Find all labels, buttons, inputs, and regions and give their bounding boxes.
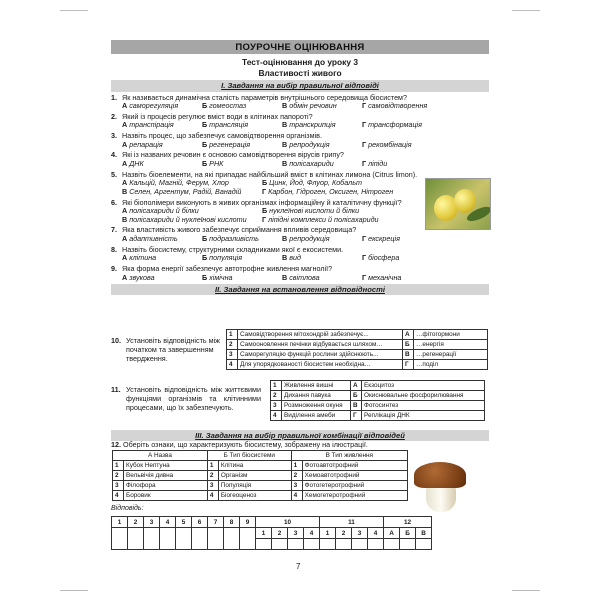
table-row <box>271 381 485 391</box>
question <box>111 246 489 263</box>
question-number: 4. <box>111 150 117 160</box>
worksheet-page <box>111 40 489 295</box>
option-letter: А <box>122 206 128 216</box>
answer-option[interactable] <box>202 141 282 150</box>
answer-subheader-row <box>112 528 432 539</box>
question-text: Назвіть біосистему, структурними складниками якої є екосистеми. <box>122 244 344 254</box>
answer-option[interactable] <box>122 274 202 283</box>
answer-subheader: 3 <box>352 528 368 539</box>
table-row <box>271 411 485 421</box>
row-text: …регенерації <box>414 350 488 360</box>
answer-cell[interactable] <box>352 539 368 550</box>
answer-option[interactable] <box>202 274 282 283</box>
option-letter: Г <box>362 120 367 130</box>
option-letter: Г <box>362 234 367 244</box>
option-text: рекомбінація <box>368 139 412 149</box>
option-letter: Б <box>202 101 208 111</box>
row-text: Хемоавтотрофний <box>302 471 407 481</box>
option-letter: В <box>282 234 288 244</box>
option-text: полісахариди <box>289 158 334 168</box>
row-index: Г <box>403 360 414 370</box>
row-index: В <box>351 401 362 411</box>
question-number: 8. <box>111 244 117 254</box>
question-number: 2. <box>111 111 117 121</box>
option-letter: Г <box>362 139 367 149</box>
option-letter: Б <box>202 139 208 149</box>
option-text: трансформація <box>368 120 422 130</box>
row-text: Боровик <box>124 491 208 501</box>
option-letter: А <box>122 139 128 149</box>
question-text: Яка форма енергії забезпечує автотрофне живлення магнолії? <box>122 264 333 274</box>
row-index: 1 <box>113 461 124 471</box>
row-index: А <box>351 381 362 391</box>
option-letter: Г <box>362 101 367 111</box>
answer-cell[interactable] <box>384 539 400 550</box>
answer-header-row <box>112 517 432 528</box>
question <box>111 171 423 197</box>
answer-option[interactable] <box>122 188 262 197</box>
row-index: 4 <box>207 491 218 501</box>
answer-grid[interactable] <box>111 516 432 550</box>
answer-option[interactable] <box>122 254 202 263</box>
option-letter: В <box>282 139 288 149</box>
answer-cell[interactable] <box>224 528 240 550</box>
test-subtitle: Властивості живого <box>258 67 342 78</box>
row-text: Дихання павука <box>282 391 351 401</box>
row-index: 3 <box>113 481 124 491</box>
answer-option[interactable] <box>122 216 262 225</box>
option-text: Цинк, Йод, Флуор, Кобальт <box>269 178 362 188</box>
row-text: Окиснювальне фосфорилювання <box>362 391 485 401</box>
answer-option[interactable] <box>362 235 442 244</box>
option-text: транспірація <box>129 120 174 130</box>
answer-subheader: 2 <box>336 528 352 539</box>
option-text: Кальцій, Магній, Ферум, Хлор <box>129 178 229 188</box>
table-row <box>113 491 408 501</box>
question-text: Оберіть ознаки, що характеризують біосистему, зображену на ілюстрації. <box>123 440 368 449</box>
answer-option[interactable] <box>262 216 402 225</box>
question-10 <box>111 336 221 363</box>
q11-match-table <box>270 380 485 421</box>
option-letter: Б <box>202 158 208 168</box>
option-letter: В <box>282 120 288 130</box>
option-text: Селен, Аргентум, Радій, Ванадій <box>129 186 242 196</box>
test-title <box>111 57 489 78</box>
row-text: Екзоцитоз <box>362 381 485 391</box>
test-title-line: Тест-оцінювання до уроку 3 <box>242 57 358 68</box>
question <box>111 151 489 168</box>
option-text: полісахариди й нуклеїнові кислоти <box>129 214 247 224</box>
option-letter: В <box>122 214 128 224</box>
option-text: репродукція <box>289 139 330 149</box>
option-text: механічна <box>368 272 402 282</box>
row-index: 4 <box>291 491 302 501</box>
option-text: хімічна <box>209 272 233 282</box>
row-text: Для упорядкованості біосистем необхідна… <box>238 360 403 370</box>
row-index: 1 <box>271 381 282 391</box>
answer-option[interactable] <box>122 141 202 150</box>
answer-column-header: 1 <box>112 517 128 528</box>
row-index: Б <box>403 340 414 350</box>
answer-cell[interactable] <box>368 539 384 550</box>
answer-column-header: 8 <box>224 517 240 528</box>
answer-option[interactable] <box>122 235 202 244</box>
option-text: клітина <box>129 253 157 263</box>
question-number: 3. <box>111 131 117 141</box>
answer-option[interactable] <box>122 121 202 130</box>
option-letter: Г <box>362 253 367 263</box>
question-number: 9. <box>111 264 117 274</box>
row-text: Виділення амеби <box>282 411 351 421</box>
crop-mark <box>512 590 540 591</box>
row-text: Організм <box>218 471 291 481</box>
option-text: регенерація <box>209 139 251 149</box>
option-text: нуклеїнові кислоти й білки <box>269 206 360 216</box>
row-index: 2 <box>227 340 238 350</box>
question-text: Яка властивість живого забезпечує сприймання впливів середовища? <box>122 225 357 235</box>
row-text: Саморегуляцію функцій рослини здійснюють... <box>238 350 403 360</box>
row-index: 1 <box>291 461 302 471</box>
question-11 <box>111 385 261 412</box>
question-number: 12. <box>111 440 121 449</box>
row-index: 1 <box>227 330 238 340</box>
row-text: Біогеоценоз <box>218 491 291 501</box>
question-text: Назвіть біоелементи, на які припадає найбільший вміст в клітинах лимона (Citrus limon). <box>122 169 418 179</box>
question <box>111 132 489 149</box>
row-text: Фотоавтотрофний <box>302 461 407 471</box>
answer-cell[interactable] <box>320 539 336 550</box>
option-letter: А <box>122 234 128 244</box>
row-index: В <box>403 350 414 360</box>
q12-options-table <box>112 450 408 501</box>
answer-column-header: 5 <box>176 517 192 528</box>
answer-subheader: В <box>416 528 432 539</box>
answer-cell[interactable] <box>208 528 224 550</box>
option-letter: В <box>122 186 128 196</box>
answer-option[interactable] <box>282 160 362 169</box>
option-letter: А <box>122 120 128 130</box>
answer-option[interactable] <box>262 188 402 197</box>
row-index: Б <box>351 391 362 401</box>
question-text: Назвіть процес, що забезпечує самовідтворення організмів. <box>122 131 322 141</box>
page-header: ПОУРОЧНЕ ОЦІНЮВАННЯ <box>111 40 489 54</box>
option-letter: В <box>282 158 288 168</box>
lemon-illustration <box>425 178 491 230</box>
answer-cell[interactable] <box>416 539 432 550</box>
option-letter: Б <box>262 178 268 188</box>
answer-column-header: 2 <box>128 517 144 528</box>
page-number: 7 <box>296 562 301 571</box>
option-letter: А <box>122 178 128 188</box>
answer-options <box>122 188 423 197</box>
option-text: ліпідні комплекси й полісахариди <box>268 214 379 224</box>
option-letter: Г <box>262 186 267 196</box>
answer-option[interactable] <box>202 102 282 111</box>
answer-option[interactable] <box>282 274 362 283</box>
option-letter: Б <box>202 234 208 244</box>
option-text: світлова <box>289 272 320 282</box>
row-text: Популяція <box>218 481 291 491</box>
option-letter: А <box>122 158 128 168</box>
row-text: Філофора <box>124 481 208 491</box>
question-number: 6. <box>111 197 117 207</box>
answer-column-header: 6 <box>192 517 208 528</box>
option-text: ліпіди <box>368 158 388 168</box>
row-index: 4 <box>271 411 282 421</box>
row-index: 3 <box>271 401 282 411</box>
answer-cell[interactable] <box>304 539 320 550</box>
option-text: подразливість <box>209 234 259 244</box>
option-text: трансляція <box>209 120 249 130</box>
answer-options <box>122 274 489 283</box>
option-letter: В <box>282 253 288 263</box>
option-letter: А <box>122 101 128 111</box>
answer-subheader: А <box>384 528 400 539</box>
answer-option[interactable] <box>362 160 442 169</box>
row-index: 2 <box>271 391 282 401</box>
option-text: Карбон, Гідроген, Оксиген, Нітроген <box>268 186 394 196</box>
question-number: 7. <box>111 225 117 235</box>
answer-cell[interactable] <box>128 528 144 550</box>
questions-1-4 <box>111 94 489 169</box>
option-text: гомеостаз <box>209 101 247 111</box>
row-text: Фотосинтез <box>362 401 485 411</box>
answer-cell[interactable] <box>192 528 208 550</box>
answer-column-header: 9 <box>240 517 256 528</box>
answer-column-header: 7 <box>208 517 224 528</box>
answer-subheader: 4 <box>368 528 384 539</box>
answers-label: Відповідь: <box>111 505 144 512</box>
option-letter: А <box>122 253 128 263</box>
question-text: Які із названих речовин є основою самовідтворення вірусів грипу? <box>122 150 344 160</box>
answer-cell[interactable] <box>256 539 272 550</box>
answer-cell[interactable] <box>160 528 176 550</box>
answer-subheader: 3 <box>288 528 304 539</box>
question <box>111 113 489 130</box>
column-header: А Назва <box>113 451 208 461</box>
answer-column-header: 4 <box>160 517 176 528</box>
table-row <box>113 481 408 491</box>
answer-options <box>122 121 489 130</box>
answer-option[interactable] <box>362 141 442 150</box>
option-letter: Г <box>262 214 267 224</box>
question <box>111 94 489 111</box>
answer-option[interactable] <box>362 102 442 111</box>
answer-option[interactable] <box>282 141 362 150</box>
answer-column-header: 3 <box>144 517 160 528</box>
row-index: 2 <box>291 471 302 481</box>
answer-subheader: 4 <box>304 528 320 539</box>
row-index: 1 <box>207 461 218 471</box>
row-index: 4 <box>113 491 124 501</box>
table-row <box>271 401 485 411</box>
option-text: репарація <box>129 139 163 149</box>
row-text: Кубок Нептуна <box>124 461 208 471</box>
answer-option[interactable] <box>362 254 442 263</box>
mushroom-illustration <box>412 462 470 512</box>
answer-options <box>122 102 489 111</box>
column-header: Б Тип біосистеми <box>207 451 291 461</box>
option-text: вид <box>289 253 301 263</box>
row-text: …поділ <box>414 360 488 370</box>
row-text: …фітогормони <box>414 330 488 340</box>
question-text: Які біополімери виконують в живих організмах інформаційну й каталітичну функції? <box>122 197 402 207</box>
option-text: репродукція <box>289 234 330 244</box>
question-12 <box>111 440 368 449</box>
answer-option[interactable] <box>282 121 362 130</box>
table-row <box>227 340 488 350</box>
row-text: …енергія <box>414 340 488 350</box>
option-text: обмін речовин <box>289 101 337 111</box>
section-1-heading: І. Завдання на вибір правильної відповіді <box>111 80 489 91</box>
question-number: 10. <box>111 336 121 345</box>
answer-option[interactable] <box>202 254 282 263</box>
question-number: 1. <box>111 92 117 102</box>
row-text: Самооновлення печінки відбувається шляхом… <box>238 340 403 350</box>
column-header: В Тип живлення <box>291 451 407 461</box>
table-row <box>113 471 408 481</box>
answer-option[interactable] <box>122 102 202 111</box>
option-letter: Б <box>262 206 268 216</box>
option-letter: Б <box>202 253 208 263</box>
answer-cell[interactable] <box>240 528 256 550</box>
answer-options <box>122 235 489 244</box>
row-index: 3 <box>207 481 218 491</box>
answer-subheader: 1 <box>256 528 272 539</box>
row-index: 3 <box>291 481 302 491</box>
crop-mark <box>512 10 540 11</box>
option-letter: Г <box>362 158 367 168</box>
crop-mark <box>60 590 88 591</box>
answer-options <box>122 160 489 169</box>
answer-cell[interactable] <box>176 528 192 550</box>
answer-options <box>122 141 489 150</box>
option-text: самовідтворення <box>368 101 428 111</box>
option-letter: Г <box>362 272 367 282</box>
option-letter: В <box>282 272 288 282</box>
table-row <box>227 350 488 360</box>
answer-option[interactable] <box>122 160 202 169</box>
row-text: Живлення вишні <box>282 381 351 391</box>
section-2-heading: ІІ. Завдання на встановлення відповідності <box>111 284 489 295</box>
questions-7-9 <box>111 226 489 282</box>
row-text: Вельвічія дивна <box>124 471 208 481</box>
question-5 <box>111 171 423 197</box>
row-text: Самовідтворення мітохондрій забезпечує... <box>238 330 403 340</box>
question-number: 11. <box>111 385 121 394</box>
question <box>111 265 489 282</box>
option-letter: В <box>282 101 288 111</box>
q10-match-table <box>226 329 488 370</box>
answer-option[interactable] <box>282 254 362 263</box>
answer-option[interactable] <box>202 121 282 130</box>
row-index: 2 <box>113 471 124 481</box>
question-text: Установіть відповідність між життєвими функціями організмів та клітинними процесами, що їх забезпечують. <box>126 385 261 412</box>
option-text: ДНК <box>129 158 144 168</box>
option-letter: Б <box>202 120 208 130</box>
option-text: біосфера <box>368 253 400 263</box>
answer-cell[interactable] <box>400 539 416 550</box>
option-text: популяція <box>209 253 243 263</box>
answer-cell[interactable] <box>288 539 304 550</box>
answer-option[interactable] <box>362 121 442 130</box>
table-header-row <box>113 451 408 461</box>
row-index: 4 <box>227 360 238 370</box>
answer-column-header: 12 <box>384 517 432 528</box>
answer-option[interactable] <box>202 160 282 169</box>
option-text: звукова <box>129 272 155 282</box>
option-text: саморегуляція <box>129 101 179 111</box>
option-text: РНК <box>209 158 224 168</box>
answer-cell[interactable] <box>336 539 352 550</box>
answer-option[interactable] <box>282 102 362 111</box>
option-text: полісахариди й білки <box>129 206 199 216</box>
option-text: екскреція <box>368 234 400 244</box>
row-index: А <box>403 330 414 340</box>
option-letter: Б <box>202 272 208 282</box>
answer-cell[interactable] <box>144 528 160 550</box>
row-text: Клітина <box>218 461 291 471</box>
table-row <box>227 330 488 340</box>
table-row <box>227 360 488 370</box>
row-index: 2 <box>207 471 218 481</box>
table-row <box>113 461 408 471</box>
row-index: Г <box>351 411 362 421</box>
answer-option[interactable] <box>282 235 362 244</box>
question-number: 5. <box>111 169 117 179</box>
row-text: Хемогетеротрофний <box>302 491 407 501</box>
row-index: 3 <box>227 350 238 360</box>
option-letter: А <box>122 272 128 282</box>
answer-option[interactable] <box>202 235 282 244</box>
row-text: Фотогетеротрофний <box>302 481 407 491</box>
table-row <box>271 391 485 401</box>
answer-options <box>122 254 489 263</box>
crop-mark <box>60 10 88 11</box>
answer-column-header: 10 <box>256 517 320 528</box>
answer-cell[interactable] <box>272 539 288 550</box>
answer-subheader: 2 <box>272 528 288 539</box>
question-text: Установіть відповідність між початком та завершенням твердження. <box>126 336 220 363</box>
section-3-heading: ІІІ. Завдання на вибір правильної комбінації відповідей <box>111 430 489 441</box>
row-text: Розмноження окуня <box>282 401 351 411</box>
option-text: адаптивність <box>129 234 178 244</box>
answer-cell[interactable] <box>112 528 128 550</box>
question-text: Який із процесів регулює вміст води в клітинах папороті? <box>122 111 313 121</box>
answer-column-header: 11 <box>320 517 384 528</box>
question-text: Як називається динамічна сталість параметрів внутрішнього середовища біосистем? <box>122 92 407 102</box>
answer-option[interactable] <box>362 274 442 283</box>
answer-subheader: 1 <box>320 528 336 539</box>
answer-subheader: Б <box>400 528 416 539</box>
row-text: Реплікація ДНК <box>362 411 485 421</box>
option-text: транскрипція <box>289 120 336 130</box>
